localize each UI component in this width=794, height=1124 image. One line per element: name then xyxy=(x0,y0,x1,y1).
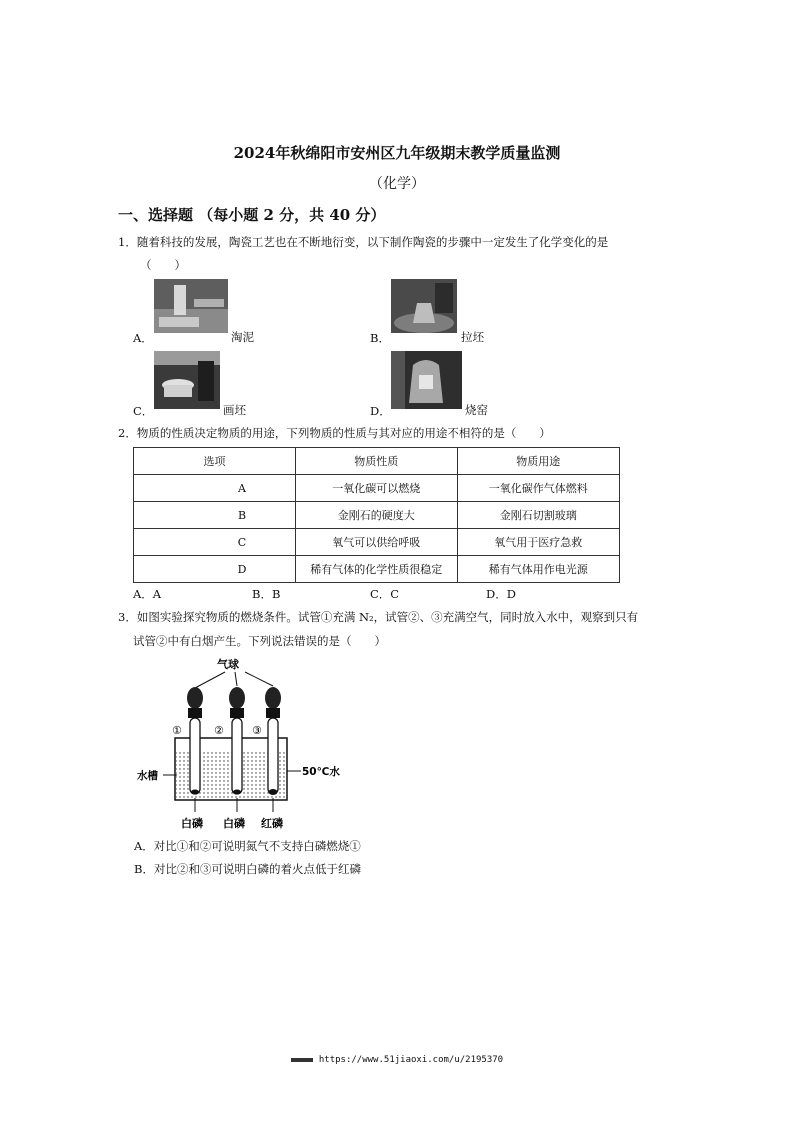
table-cell: 稀有气体的化学性质很稳定 xyxy=(296,556,457,583)
section-heading: 一、选择题 （每小题 2 分，共 40 分） xyxy=(118,206,386,224)
footer-logo xyxy=(291,1058,313,1062)
q2-answer-d: D．D xyxy=(486,587,516,601)
table-cell: 金刚石切割玻璃 xyxy=(457,502,620,529)
test-tube-3 xyxy=(265,687,281,795)
table-cell: 金刚石的硬度大 xyxy=(296,502,457,529)
q3-stem-line2: 试管②中有白烟产生。下列说法错误的是（ ） xyxy=(133,634,386,648)
q1-option-d-letter: D． xyxy=(370,404,391,418)
table-header-cell: 选项 xyxy=(134,448,296,475)
bottom-label-2: 白磷 xyxy=(223,817,245,830)
test-tube-1 xyxy=(187,687,203,795)
tube-label-3: ③ xyxy=(252,724,262,737)
table-row xyxy=(134,529,620,556)
q1-photo-b xyxy=(391,279,457,333)
table-header-cell: 物质用途 xyxy=(457,448,620,475)
table-cell: 氧气用于医疗急救 xyxy=(457,529,620,556)
q3-experiment-diagram xyxy=(135,652,355,832)
balloon-label: 气球 xyxy=(217,658,239,671)
q1-stem-line1: 1．随着科技的发展，陶瓷工艺也在不断地衍变，以下制作陶瓷的步骤中一定发生了化学变化的是 xyxy=(118,235,609,249)
q1-photo-a xyxy=(154,279,228,333)
q1-option-b-label: 拉坯 xyxy=(461,330,484,344)
q1-stem-line2: （ ） xyxy=(140,258,186,272)
q2-table xyxy=(133,447,620,583)
q3-stem-line1: 3．如图实验探究物质的燃烧条件。试管①充满 N₂，试管②、③充满空气，同时放入水中，观察到只有 xyxy=(118,610,639,624)
q3-option-b: B．对比②和③可说明白磷的着火点低于红磷 xyxy=(134,862,361,876)
table-cell: 氧气可以供给呼吸 xyxy=(296,529,457,556)
q1-option-a-letter: A． xyxy=(133,331,153,345)
q1-photo-c xyxy=(154,351,220,409)
water-temp-label: 50℃水 xyxy=(302,766,340,778)
table-row xyxy=(134,475,620,502)
table-row xyxy=(134,556,620,583)
footer-url[interactable]: https://www.51jiaoxi.com/u/2195370 xyxy=(318,1055,504,1065)
page-subtitle: （化学） xyxy=(369,176,425,192)
pointer-line xyxy=(235,672,237,686)
bottom-label-3: 红磷 xyxy=(261,817,283,830)
pointer-line xyxy=(245,672,273,686)
bottom-label-1: 白磷 xyxy=(181,817,203,830)
table-cell: C xyxy=(134,529,296,556)
tube-label-2: ② xyxy=(214,724,224,737)
q2-answer-c: C．C xyxy=(370,587,400,601)
page-title: 2024年秋绵阳市安州区九年级期末教学质量监测 xyxy=(233,144,561,162)
page-footer xyxy=(0,1055,794,1065)
table-header-row xyxy=(134,448,620,475)
q2-stem: 2．物质的性质决定物质的用途，下列物质的性质与其对应的用途不相符的是（ ） xyxy=(118,426,551,440)
table-cell: 稀有气体用作电光源 xyxy=(457,556,620,583)
table-cell: 一氧化碳可以燃烧 xyxy=(296,475,457,502)
table-header-cell: 物质性质 xyxy=(296,448,457,475)
table-row xyxy=(134,502,620,529)
q1-option-c-label: 画坯 xyxy=(223,403,246,417)
q2-answer-b: B．B xyxy=(252,587,281,601)
q1-photo-d xyxy=(391,351,462,409)
test-tube-2 xyxy=(229,687,245,795)
table-cell: D xyxy=(134,556,296,583)
tube-label-1: ① xyxy=(172,724,182,737)
q3-option-a: A．对比①和②可说明氮气不支持白磷燃烧① xyxy=(134,839,361,853)
trough-label: 水槽 xyxy=(137,770,158,782)
q1-option-d-label: 烧窑 xyxy=(465,403,488,417)
table-cell: A xyxy=(134,475,296,502)
q2-answer-a: A．A xyxy=(133,587,162,601)
q1-option-a-label: 淘泥 xyxy=(231,330,254,344)
q1-option-b-letter: B． xyxy=(370,331,390,345)
table-cell: B xyxy=(134,502,296,529)
table-cell: 一氧化碳作气体燃料 xyxy=(457,475,620,502)
pointer-line xyxy=(195,672,225,688)
q1-option-c-letter: C． xyxy=(133,404,154,418)
